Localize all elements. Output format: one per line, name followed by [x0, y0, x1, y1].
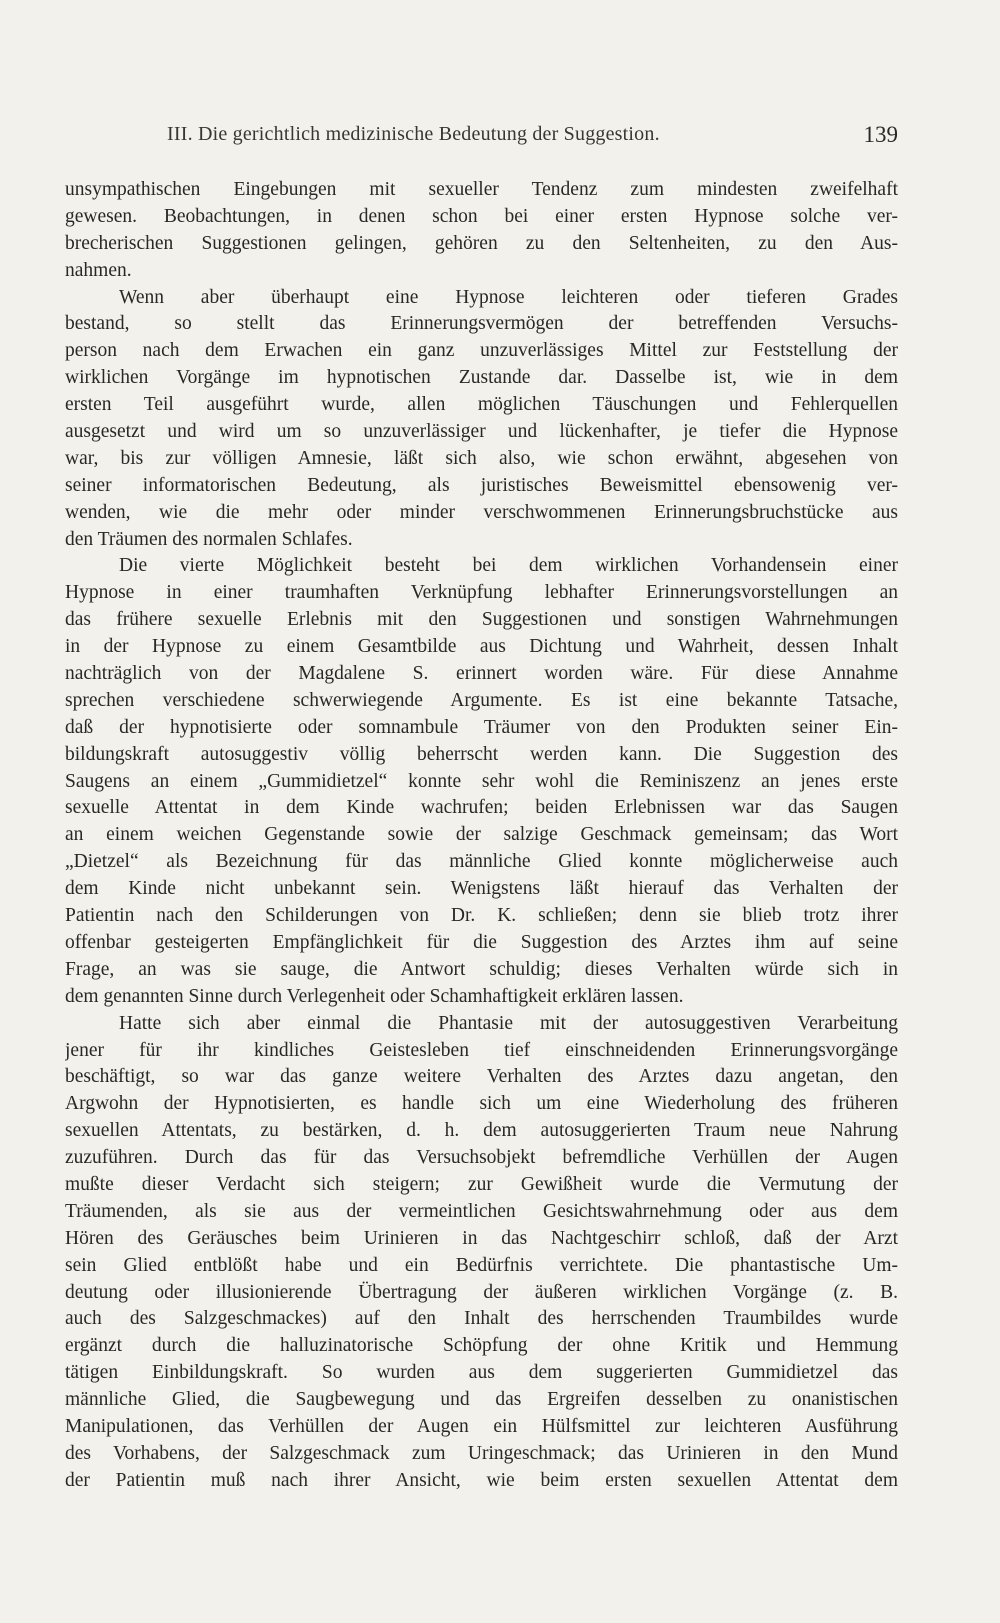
text-line: daß der hypnotisierte oder somnambule Träumer von den Produkten seiner Ein-	[65, 716, 898, 738]
text-line: „Dietzel“ als Bezeichnung für das männliche Glied konnte möglicherweise auch	[65, 851, 898, 873]
paragraph-first-line	[65, 285, 898, 312]
text-line: Hören des Geräusches beim Urinieren in das Nachtgeschirr schloß, daß der Arzt	[65, 1227, 898, 1249]
text-line: sprechen verschiedene schwerwiegende Argumente. Es ist eine bekannte Tatsache,	[65, 689, 898, 711]
text-line: person nach dem Erwachen ein ganz unzuverlässiges Mittel zur Feststellung der	[65, 340, 898, 362]
text-line	[65, 1495, 898, 1522]
text-run: Hatte sich aber einmal die Phantasie mit der autosuggestiven Verarbeitung	[119, 1012, 898, 1034]
paragraph-first-line	[65, 1011, 898, 1038]
text-line: an einem weichen Gegenstande sowie der salzige Geschmack gemeinsam; das Wort	[65, 824, 898, 846]
text-line: wirklichen Vorgänge im hypnotischen Zustande dar. Dasselbe ist, wie in dem	[65, 367, 898, 389]
text-line: dem genannten Sinne durch Verlegenheit oder Schamhaftigkeit erklären lassen.	[65, 985, 684, 1007]
text-line: Manipulationen, das Verhüllen der Augen ein Hülfsmittel zur leichteren Ausführung	[65, 1415, 898, 1437]
page-header	[65, 122, 898, 154]
text-line: Argwohn der Hypnotisierten, es handle sich um eine Wiederholung des früheren	[65, 1093, 898, 1115]
text-line: nachträglich von der Magdalene S. erinnert worden wäre. Für diese Annahme	[65, 663, 898, 685]
text-line: brecherischen Suggestionen gelingen, gehören zu den Seltenheiten, zu den Aus-	[65, 232, 898, 254]
text-line: bestand, so stellt das Erinnerungsvermögen der betreffenden Versuchs-	[65, 313, 898, 335]
text-line: tätigen Einbildungskraft. So wurden aus dem suggerierten Gummidietzel das	[65, 1362, 898, 1384]
text-line: in der Hypnose zu einem Gesamtbilde aus Dichtung und Wahrheit, dessen Inhalt	[65, 636, 898, 658]
text-line: das frühere sexuelle Erlebnis mit den Suggestionen und sonstigen Wahrnehmungen	[65, 609, 898, 631]
text-line: der Patientin muß nach ihrer Ansicht, wie beim ersten sexuellen Attentat dem	[65, 1469, 898, 1491]
text-line: Frage, an was sie sauge, die Antwort schuldig; dieses Verhalten würde sich in	[65, 958, 898, 980]
text-line: deutung oder illusionierende Übertragung der äußeren wirklichen Vorgänge (z. B.	[65, 1281, 898, 1303]
text-line: auch des Salzgeschmackes) auf den Inhalt des herrschenden Traumbildes wurde	[65, 1308, 898, 1330]
text-run: Die vierte Möglichkeit besteht bei dem wirklichen Vorhandensein einer	[119, 555, 898, 577]
text-line: unsympathischen Eingebungen mit sexueller Tendenz zum mindesten zweifelhaft	[65, 179, 898, 200]
text-line: zuzuführen. Durch das für das Versuchsobjekt befremdliche Verhüllen der Augen	[65, 1147, 898, 1169]
text-line: seiner informatorischen Bedeutung, als juristisches Beweismittel ebensowenig ver-	[65, 474, 898, 496]
text-line: sein Glied entblößt habe und ein Bedürfnis verrichtete. Die phantastische Um-	[65, 1254, 898, 1276]
text-line: Patientin nach den Schilderungen von Dr. K. schließen; denn sie blieb trotz ihrer	[65, 905, 898, 927]
text-line: war, bis zur völligen Amnesie, läßt sich also, wie schon erwähnt, abgesehen von	[65, 447, 898, 469]
text-line: nahmen.	[65, 259, 132, 281]
body-text	[65, 177, 898, 1522]
text-line: gewesen. Beobachtungen, in denen schon bei einer ersten Hypnose solche ver-	[65, 205, 898, 227]
text-line: ersten Teil ausgeführt wurde, allen möglichen Täuschungen und Fehlerquellen	[65, 394, 898, 416]
text-run: Wenn aber überhaupt eine Hypnose leichteren oder tieferen Grades	[119, 286, 898, 308]
text-line: Hypnose in einer traumhaften Verknüpfung lebhafter Erinnerungsvorstellungen an	[65, 582, 898, 604]
text-line: bildungskraft autosuggestiv völlig beherrscht werden kann. Die Suggestion des	[65, 743, 898, 765]
text-line: wenden, wie die mehr oder minder verschwommenen Erinnerungsbruchstücke aus	[65, 501, 898, 523]
text-line: Saugens an einem „Gummidietzel“ konnte sehr wohl die Reminiszenz an jenes erste	[65, 770, 898, 792]
text-line: offenbar gesteigerten Empfänglichkeit für die Suggestion des Arztes ihm auf seine	[65, 931, 898, 953]
text-line: sexuellen Attentats, zu bestärken, d. h. dem autosuggerierten Traum neue Nahrung	[65, 1120, 898, 1142]
text-line: männliche Glied, die Saugbewegung und das Ergreifen desselben zu onanistischen	[65, 1389, 898, 1411]
text-line: sexuelle Attentat in dem Kinde wachrufen; beiden Erlebnissen war das Saugen	[65, 797, 898, 819]
text-line: ausgesetzt und wird um so unzuverlässiger und lückenhafter, je tiefer die Hypnose	[65, 421, 898, 443]
text-line: mußte dieser Verdacht sich steigern; zur Gewißheit wurde die Vermutung der	[65, 1173, 898, 1195]
text-line: ergänzt durch die halluzinatorische Schöpfung der ohne Kritik und Hemmung	[65, 1335, 898, 1357]
text-line: beschäftigt, so war das ganze weitere Verhalten des Arztes dazu angetan, den	[65, 1066, 898, 1088]
running-head: III. Die gerichtlich medizinische Bedeutung der Suggestion.	[167, 123, 660, 145]
text-line: Träumenden, als sie aus der vermeintlichen Gesichtswahrnehmung oder aus dem	[65, 1200, 898, 1222]
paragraph-first-line	[65, 553, 898, 580]
text-line: jener für ihr kindliches Geistesleben tief einschneidenden Erinnerungsvorgänge	[65, 1039, 898, 1061]
text-line: des Vorhabens, der Salzgeschmack zum Uringeschmack; das Urinieren in den Mund	[65, 1442, 898, 1464]
text-line: dem Kinde nicht unbekannt sein. Wenigstens läßt hierauf das Verhalten der	[65, 878, 898, 900]
text-line: den Träumen des normalen Schlafes.	[65, 528, 353, 550]
page-number: 139	[863, 122, 898, 147]
